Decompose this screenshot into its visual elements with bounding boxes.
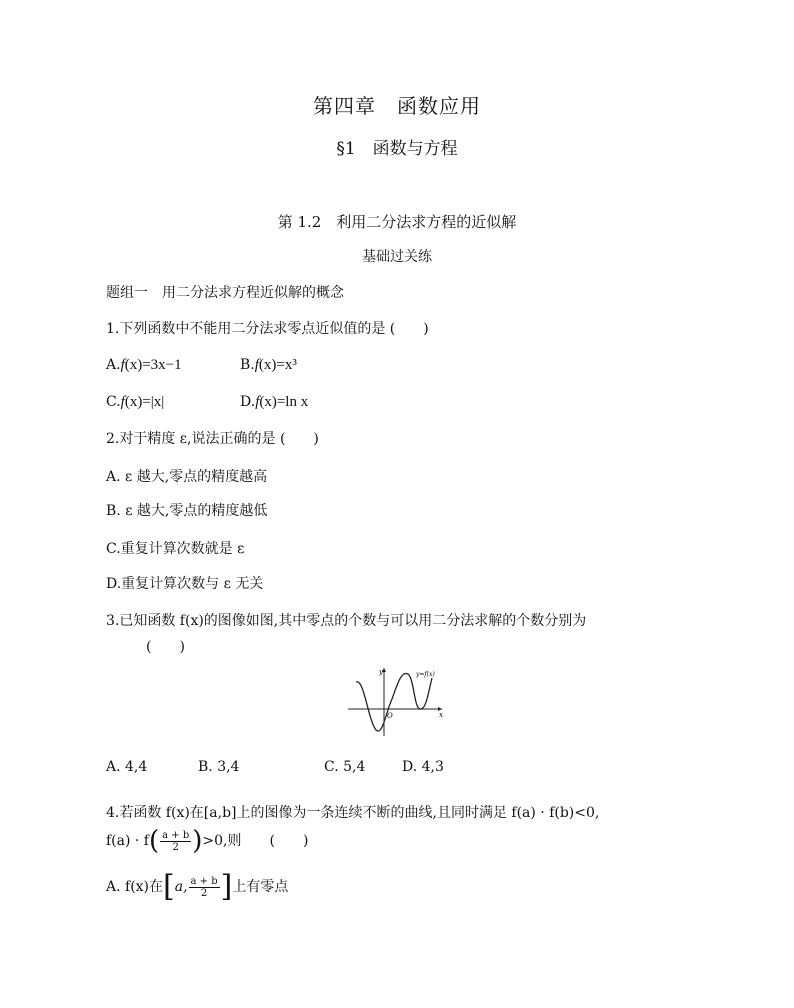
question-3-stem: 3.已知函数 f(x)的图像如图,其中零点的个数与可以用二分法求解的个数分别为 [106,613,587,629]
chapter-title: 第四章 函数应用 [313,94,481,118]
q4-condition-left: f(a) · f [106,833,149,849]
q4-fraction [160,830,191,853]
q1-b-label: B. [240,357,255,373]
question-1-stem: 1.下列函数中不能用二分法求零点近似值的是 ( ) [106,321,429,337]
exercise-subtitle: 基础过关练 [362,249,432,265]
q3-option-c[interactable]: C. 5,4 [324,759,366,775]
q4-a-left-bracket: [ [163,869,175,904]
q3-option-a[interactable]: A. 4,4 [106,759,148,775]
q4-a-right-bracket: ] [220,869,233,904]
q1-option-b[interactable]: B.f(x)=x³ [240,357,297,373]
graph-origin-label: O [387,712,393,720]
q1-option-c[interactable]: C.f(x)=|x| [106,394,165,410]
q2-option-a[interactable]: A. ε 越大,零点的精度越高 [106,469,268,485]
q1-d-label: D. [240,394,256,410]
q4-option-a[interactable] [106,869,289,904]
q4-a-suffix: 上有零点 [232,879,289,895]
q1-c-label: C. [106,394,121,410]
q4-left-paren: ( [148,826,160,856]
question-4-stem: 4.若函数 f(x)在[a,b]上的图像为一条连续不断的曲线,且同时满足 f(a) · f(b)<0, [106,805,600,821]
q1-option-a[interactable]: A.f(x)=3x−1 [106,357,182,373]
q2-option-d[interactable]: D.重复计算次数与 ε 无关 [106,576,264,592]
question-group-title: 题组一 用二分法求方程近似解的概念 [106,285,344,301]
q4-a-fraction [189,876,220,899]
q1-d-expr: (x)=ln x [259,394,309,410]
lesson-title: 第 1.2 利用二分法求方程的近似解 [277,213,517,231]
q3-option-d[interactable]: D. 4,3 [402,759,444,775]
q1-option-d[interactable]: D.f(x)=ln x [240,394,309,410]
q4-a-frac-num: a + b [190,875,218,887]
question-4-condition [106,828,308,854]
q4-frac-num: a + b [162,829,190,841]
q2-option-b[interactable]: B. ε 越大,零点的精度越低 [106,503,268,519]
q4-a-interval-start: a, [174,879,188,895]
q2-option-c[interactable]: C.重复计算次数就是 ε [106,541,245,557]
function-curve [356,673,432,731]
q4-a-frac-den: 2 [200,887,208,899]
q1-a-expr: (x)=3x−1 [124,357,182,373]
q1-a-label: A. [106,357,121,373]
q3-option-b[interactable]: B. 3,4 [198,759,240,775]
question-3-paren: ( ) [146,639,185,655]
question-2-stem: 2.对于精度 ε,说法正确的是 ( ) [106,431,319,447]
q4-condition-right: >0,则 ( ) [202,833,309,849]
section-title: §1 函数与方程 [336,139,458,159]
q4-frac-den: 2 [172,841,179,853]
graph-curve-label: y=f(x) [416,671,435,678]
q1-b-expr: (x)=x³ [258,357,297,373]
graph-x-label: x [439,711,443,719]
q4-right-paren: ) [192,826,203,856]
q1-c-expr: (x)=|x| [124,394,165,410]
q4-a-prefix: A. f(x)在 [106,879,164,895]
graph-y-label: y [379,668,383,676]
function-graph [344,664,448,740]
